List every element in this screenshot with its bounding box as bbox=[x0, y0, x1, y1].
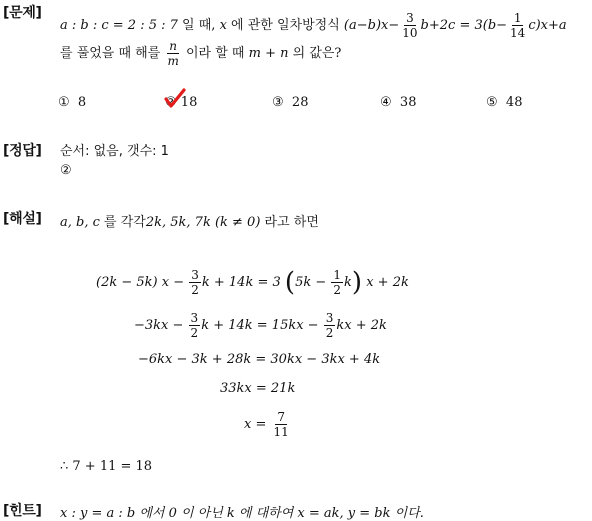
fraction-denominator: 2 bbox=[191, 283, 199, 297]
fraction-7-11 bbox=[272, 410, 291, 439]
fraction-numerator: 1 bbox=[513, 11, 522, 25]
fraction-numerator: 7 bbox=[277, 410, 285, 424]
answer-info: 순서: 없음, 갯수: 1 bbox=[60, 144, 169, 159]
answer-choice: ② bbox=[60, 163, 72, 178]
equation-part: (2k − 5k) x − bbox=[96, 275, 185, 290]
problem-text: 의 값은? bbox=[292, 46, 342, 61]
fraction-numerator: 3 bbox=[406, 11, 414, 25]
choice-number: ① bbox=[58, 95, 70, 110]
equation-part: k + 14k = 3 bbox=[201, 275, 281, 290]
fraction-3-2 bbox=[324, 311, 336, 340]
choice-4[interactable] bbox=[380, 95, 416, 110]
equation-part: b+2c = 3(b− bbox=[420, 18, 508, 33]
fraction-3-2 bbox=[189, 268, 201, 297]
equation-line-3: −6kx − 3k + 28k = 30kx − 3kx + 4k bbox=[138, 352, 381, 367]
equation-line-1 bbox=[96, 268, 409, 297]
problem-line-1 bbox=[60, 11, 567, 40]
problem-line-2 bbox=[60, 39, 341, 68]
choice-5[interactable] bbox=[486, 95, 522, 110]
equation-part: 5k − bbox=[295, 275, 327, 290]
problem-text: 를 풀었을 때 해를 bbox=[60, 46, 165, 61]
fraction-3-10 bbox=[400, 11, 419, 40]
equation-part: x = bbox=[244, 417, 267, 432]
equation-line-4: 33kx = 21k bbox=[220, 381, 296, 396]
right-paren: ) bbox=[351, 267, 363, 298]
solution-text: 라고 하면 bbox=[264, 215, 319, 230]
fraction-denominator: 2 bbox=[325, 326, 334, 340]
fraction-numerator: 3 bbox=[325, 311, 334, 325]
choice-value: 48 bbox=[505, 95, 523, 110]
equation-part: x + 2k bbox=[366, 275, 409, 290]
fraction-n-m bbox=[165, 39, 180, 68]
choice-number: ③ bbox=[272, 95, 284, 110]
choice-value: 8 bbox=[77, 95, 87, 110]
hint-tag: [힌트] bbox=[3, 503, 42, 519]
choice-3[interactable] bbox=[272, 95, 308, 110]
choice-number: ⑤ bbox=[486, 95, 498, 110]
solution-tag: [해설] bbox=[3, 211, 42, 227]
solution-intro bbox=[60, 211, 319, 230]
solution-values: 2k, 5k, 7k (k ≠ 0) bbox=[145, 215, 261, 230]
equation-line-5 bbox=[244, 410, 292, 439]
choice-number: ② bbox=[165, 95, 177, 110]
equation-line-2 bbox=[134, 311, 387, 340]
conclusion: ∴ 7 + 11 = 18 bbox=[60, 459, 153, 474]
equation-part: (a−b)x− bbox=[343, 18, 400, 33]
equation-part: c)x+a bbox=[528, 18, 567, 33]
choice-value: 28 bbox=[291, 95, 309, 110]
problem-text: 일 때, bbox=[182, 18, 220, 33]
choice-value: 38 bbox=[399, 95, 417, 110]
fraction-denominator: 2 bbox=[190, 326, 199, 340]
check-mark-icon bbox=[163, 88, 187, 110]
choice-1[interactable] bbox=[58, 95, 86, 110]
fraction-denominator: 10 bbox=[402, 26, 418, 40]
fraction-denominator: 11 bbox=[273, 425, 289, 439]
fraction-1-2 bbox=[331, 268, 343, 297]
hint-text: x : y = a : b 에서 0 이 아닌 k 에 대하여 x = ak, y = bk 이다. bbox=[60, 506, 424, 521]
fraction-numerator: 1 bbox=[333, 268, 342, 282]
fraction-3-2 bbox=[189, 311, 201, 340]
problem-tag: [문제] bbox=[3, 5, 42, 21]
variable-x: x bbox=[219, 18, 227, 33]
ratio-expression: a : b : c = 2 : 5 : 7 bbox=[60, 18, 178, 33]
problem-text: 에 관한 일차방정식 bbox=[231, 18, 344, 33]
fraction-numerator: n bbox=[169, 39, 177, 53]
fraction-1-14 bbox=[508, 11, 527, 40]
fraction-denominator: 14 bbox=[510, 26, 526, 40]
choice-value: 18 bbox=[180, 95, 198, 110]
solution-vars: a, b, c bbox=[60, 215, 100, 230]
equation-part: −3kx − bbox=[134, 318, 184, 333]
answer-tag: [정답] bbox=[3, 143, 42, 159]
solution-text: 를 각각 bbox=[104, 215, 146, 230]
fraction-numerator: 3 bbox=[191, 268, 199, 282]
fraction-numerator: 3 bbox=[190, 311, 199, 325]
left-paren: ( bbox=[284, 267, 296, 298]
choice-number: ④ bbox=[380, 95, 392, 110]
problem-text: 이라 할 때 bbox=[185, 46, 249, 61]
equation-part: k bbox=[344, 275, 352, 290]
equation-part: k + 14k = 15kx − bbox=[201, 318, 319, 333]
fraction-denominator: 2 bbox=[333, 283, 342, 297]
fraction-denominator: m bbox=[167, 54, 179, 68]
equation-part: kx + 2k bbox=[336, 318, 387, 333]
expression-m-plus-n: m + n bbox=[248, 46, 289, 61]
